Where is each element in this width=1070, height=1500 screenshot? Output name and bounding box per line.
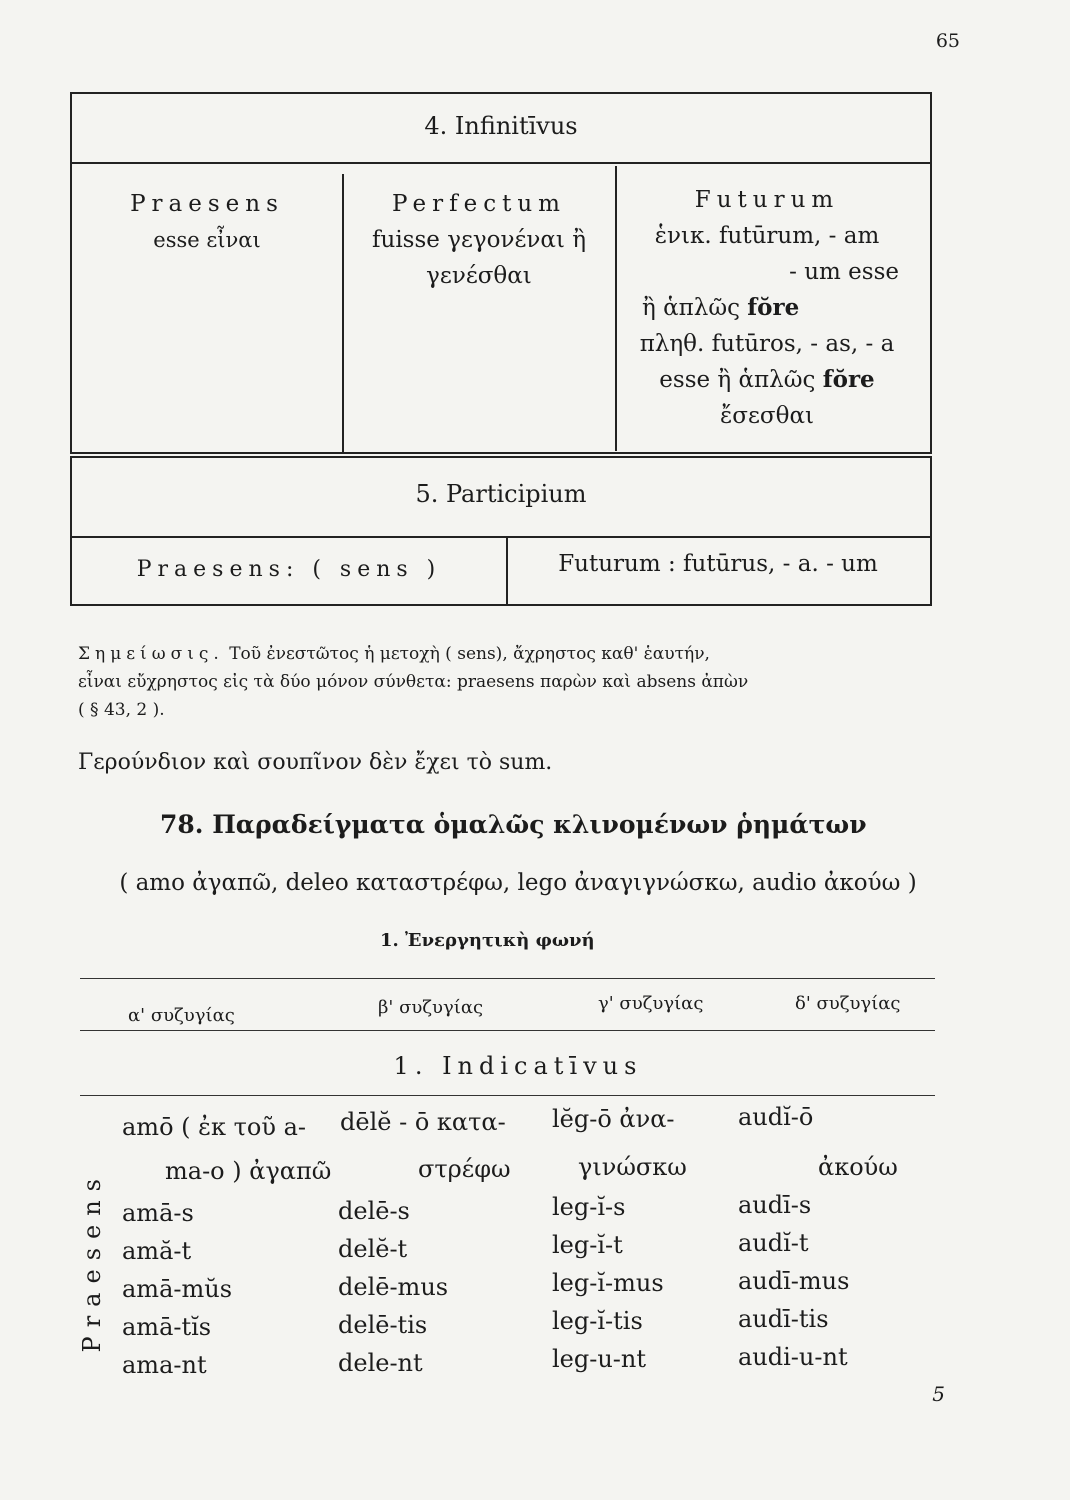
form-c4: audĭ-ō [738,1103,814,1131]
form-c3: γινώσκω [578,1153,687,1181]
participium-futurum: Futurum : futūrus, - a. - um [558,551,878,577]
futurum-line: ἑνικ. futūrum, - am [654,223,880,249]
futurum-column [617,182,917,434]
participium-praesens: Praesens: ( sens ) [136,557,442,582]
futurum-line: esse ἢ ἁπλῶς fŏre [659,366,875,393]
futurum-line: - um esse [789,259,899,285]
perfectum-form: fuisse γεγονέναι ἢ [372,227,586,253]
form-c2: στρέφω [418,1155,511,1183]
participium-table [70,456,932,606]
page-number: 65 [935,30,960,52]
perfectum-column [344,186,614,294]
futurum-line: ἢ ἁπλῶς fŏre [642,294,800,321]
paradigm-col-2: delē-s delĕ-t delē-mus delē-tis dele-nt [338,1197,449,1377]
praesens-column [72,186,342,258]
paradigm-col-3: leg-ĭ-s leg-ĭ-t leg-ĭ-mus leg-ĭ-tis leg-u-nt [552,1193,664,1373]
futurum-header: Futurum [694,187,840,213]
praesens-header: Praesens [130,191,284,217]
form-c2: dēlĕ - ō κατα- [340,1108,506,1136]
rule [80,1095,935,1096]
gerund-note: Γερούνδιον καὶ σουπῖνον δὲν ἔχει τὸ sum. [78,750,553,775]
section-examples: ( amo ἀγαπῶ, deleo καταστρέφω, lego ἀναγιγνώσκω, audio ἀκούω ) [119,870,917,896]
form-c4: ἀκούω [818,1153,898,1181]
paradigm-col-1: amā-s amă-t amā-mŭs amā-tĭs ama-nt [122,1199,233,1379]
note-line: εἶναι εὔχρηστος εἰς τὰ δύο μόνον σύνθετα: praesens παρὼν καὶ absens ἀπὼν [78,672,749,692]
futurum-line: ἔσεσθαι [719,403,815,429]
voice-title: 1. Ἐνεργητικὴ φωνή [380,930,595,951]
conjugation-2: β' συζυγίας [378,997,484,1018]
table-divider [72,536,930,538]
form-c1: ma-o ) ἀγαπῶ [165,1157,332,1185]
perfectum-form-2: γενέσθαι [426,263,532,289]
futurum-line: πληθ. futūros, - as, - a [639,331,895,357]
infinitivus-title: 4. Infinitīvus [424,112,578,140]
form-c1: amō ( ἐκ τοῦ a- [122,1113,307,1141]
section-heading: 78. Παραδείγματα ὁμαλῶς κλινομένων ῥημάτων [160,810,867,839]
paradigm-col-4: audī-s audĭ-t audī-mus audī-tis audi-u-nt [738,1191,850,1371]
conjugation-3: γ' συζυγίας [598,993,704,1014]
form-c3: lĕg-ō ἀνα- [552,1105,675,1133]
note-line: ( § 43, 2 ). [78,700,165,720]
footer-mark: 5 [932,1382,945,1406]
infinitivus-table [70,92,932,454]
conjugation-1: α' συζυγίας [128,1005,235,1026]
tense-label: Praesens [78,1170,106,1353]
rule [80,978,935,979]
mood-title: 1. Indicatīvus [393,1052,643,1080]
table-divider [72,162,930,164]
perfectum-header: Perfectum [392,191,566,217]
conjugation-4: δ' συζυγίας [795,993,901,1014]
participium-title: 5. Participium [415,480,587,508]
rule [80,1030,935,1031]
note-line: Σημείωσις. Τοῦ ἐνεστῶτος ἡ μετοχὴ ( sens), ἄχρηστος καθ' ἑαυτήν, [78,644,710,664]
praesens-form: esse εἶναι [153,228,261,252]
